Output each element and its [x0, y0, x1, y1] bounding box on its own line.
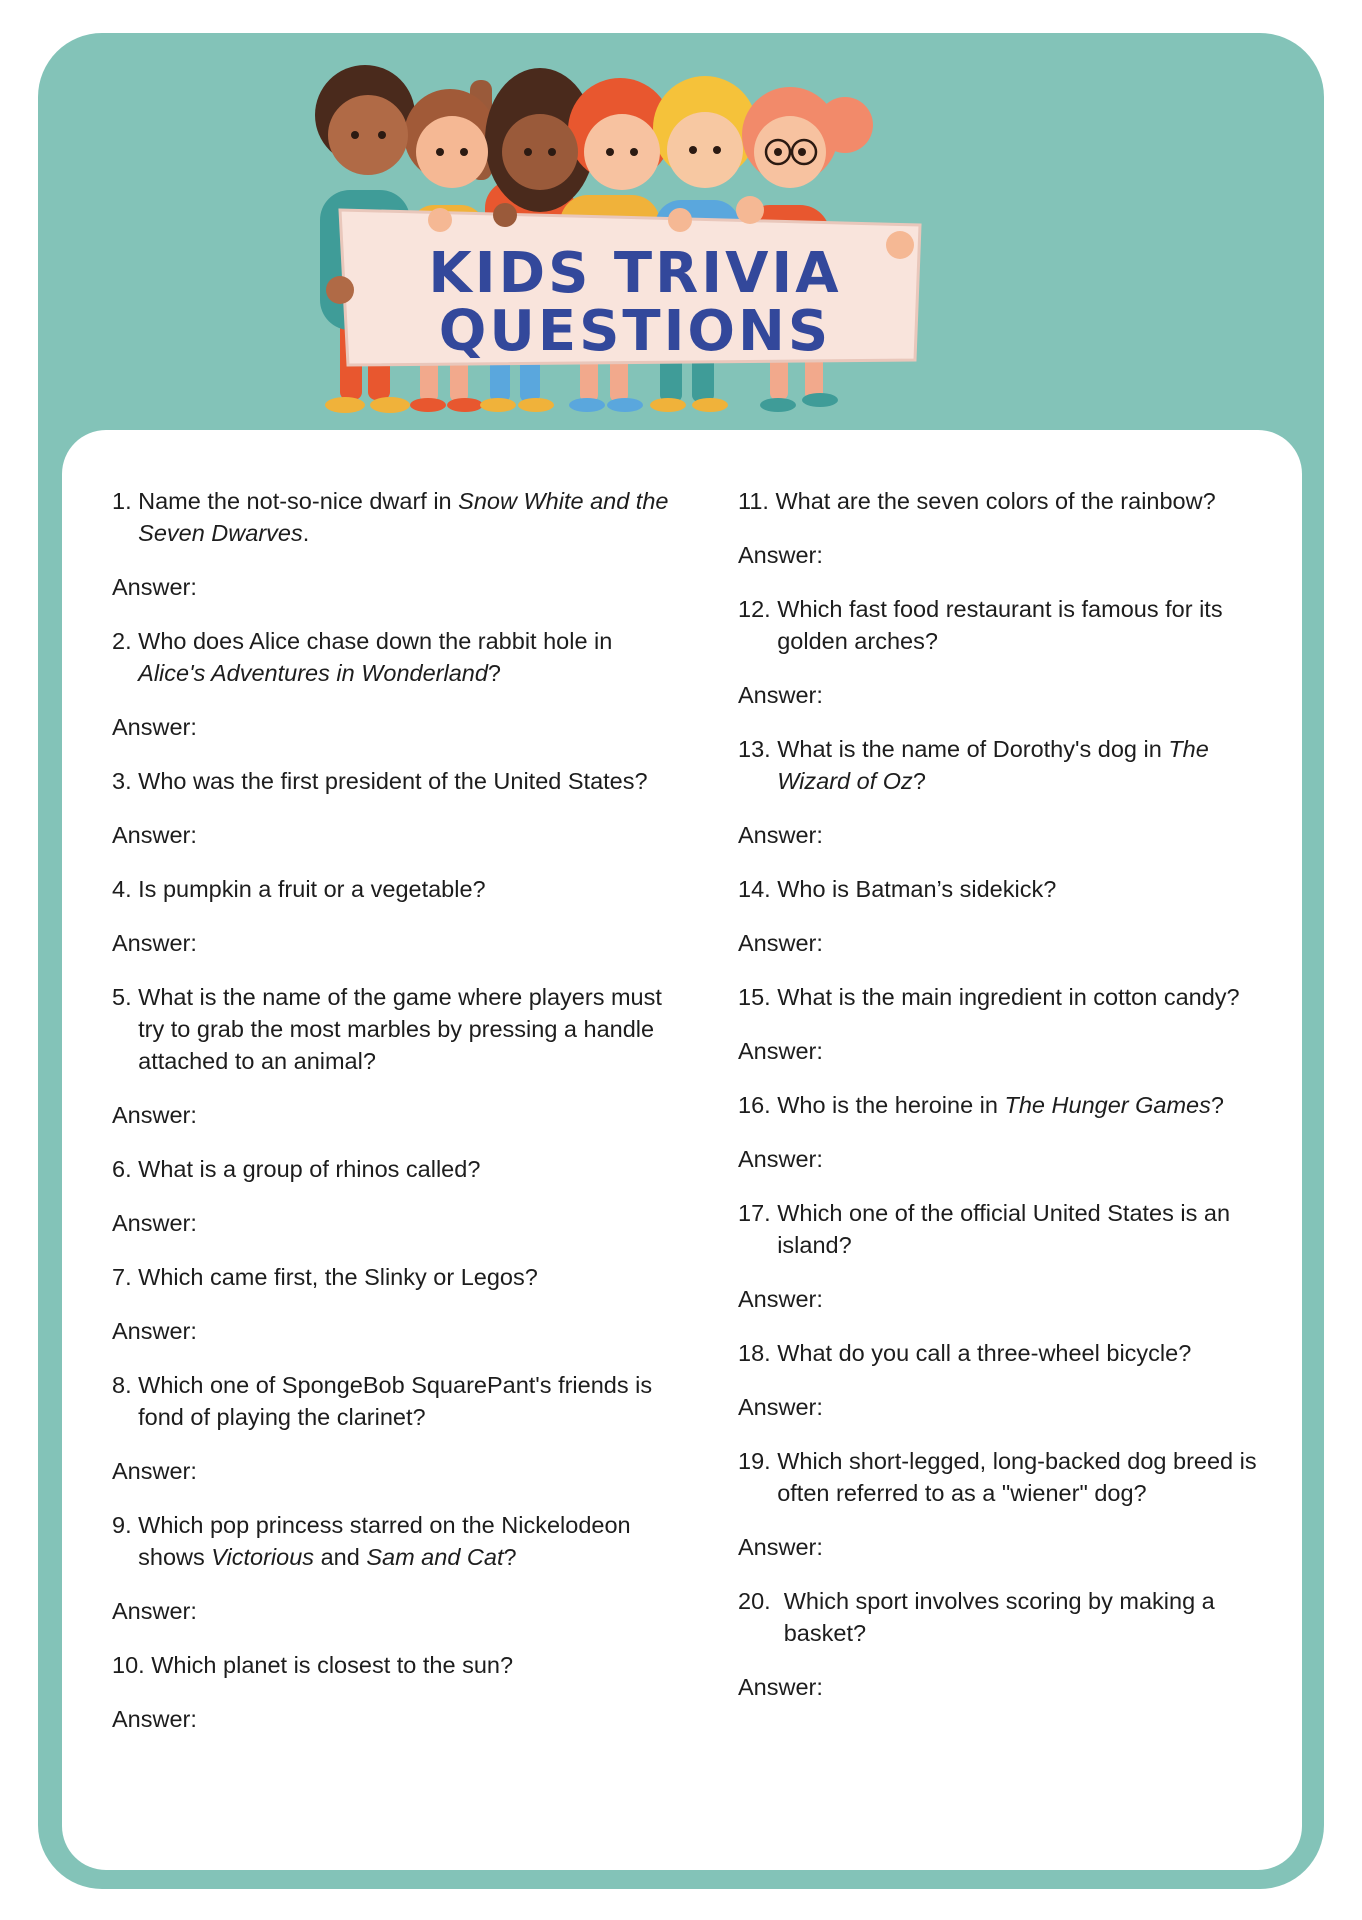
question-item [112, 1261, 672, 1293]
question-text [138, 981, 672, 1077]
question-number: 7. [112, 1264, 139, 1290]
question-number: 20. [738, 1588, 784, 1614]
question-item [738, 1337, 1268, 1369]
question-text-part: Which fast food restaurant is famous for its golden arches? [777, 596, 1223, 654]
question-number: 14. [738, 876, 778, 902]
answer-label: Answer: [112, 1102, 197, 1128]
question-text [777, 733, 1268, 797]
answer-label: Answer: [112, 714, 197, 740]
answer-label: Answer: [112, 1458, 197, 1484]
question-text-part: Which came first, the Slinky or Legos? [138, 1264, 538, 1290]
question-text [777, 1337, 1268, 1369]
title-italic: The Hunger Games [1004, 1092, 1211, 1118]
question-text-part: . [302, 520, 310, 546]
question-number: 18. [738, 1340, 778, 1366]
question-text-part: Who is the heroine in [777, 1092, 1005, 1118]
answer-label: Answer: [738, 1534, 823, 1560]
question-number: 19. [738, 1448, 778, 1474]
question-number: 6. [112, 1156, 139, 1182]
question-text [138, 625, 672, 689]
kids-banner-illustration [300, 60, 1080, 420]
answer-label: Answer: [738, 1674, 823, 1700]
question-text-part: Who does Alice chase down the rabbit hole in [138, 628, 613, 654]
question-text-part: Is pumpkin a fruit or a vegetable? [138, 876, 486, 902]
question-text-part: Which one of SpongeBob SquarePant's friends is fond of playing the clarinet? [138, 1372, 653, 1430]
question-text [775, 485, 1268, 517]
title-italic: Alice's Adventures in Wonderland [138, 660, 488, 686]
question-text [777, 1089, 1268, 1121]
question-number: 4. [112, 876, 139, 902]
question-number: 13. [738, 736, 778, 762]
question-number: 3. [112, 768, 139, 794]
questions-card [62, 430, 1302, 1870]
question-number: 12. [738, 596, 778, 622]
question-item [112, 1369, 672, 1433]
answer-label: Answer: [738, 1146, 823, 1172]
question-text-part: ? [1210, 1092, 1224, 1118]
question-item [738, 873, 1268, 905]
title-italic: Victorious [211, 1544, 315, 1570]
question-text [138, 765, 672, 797]
question-text [138, 1153, 672, 1185]
question-number: 10. [112, 1652, 152, 1678]
answer-label: Answer: [738, 822, 823, 848]
question-text [138, 1261, 672, 1293]
question-text [138, 873, 672, 905]
title-italic: Snow White and the Seven Dwarves [138, 488, 669, 546]
question-text [138, 1509, 672, 1573]
question-item [738, 485, 1268, 517]
answer-label: Answer: [112, 1318, 197, 1344]
question-item [112, 981, 672, 1077]
question-number: 1. [112, 488, 139, 514]
question-text [138, 485, 672, 549]
question-number: 15. [738, 984, 778, 1010]
question-text-part: Name the not-so-nice dwarf in [138, 488, 459, 514]
question-text-part: Who was the first president of the United States? [138, 768, 648, 794]
question-number: 8. [112, 1372, 139, 1398]
question-text-part: Which planet is closest to the sun? [151, 1652, 514, 1678]
question-number: 11. [738, 488, 776, 514]
question-item [738, 733, 1268, 797]
answer-label: Answer: [112, 930, 197, 956]
answer-label: Answer: [112, 1598, 197, 1624]
question-text-part: Which short-legged, long-backed dog breed is often referred to as a "wiener" dog? [777, 1448, 1257, 1506]
question-number: 9. [112, 1512, 139, 1538]
question-text [784, 1585, 1268, 1649]
answer-label: Answer: [738, 930, 823, 956]
question-text-part: Which pop princess starred on the Nickelodeon shows [138, 1512, 631, 1570]
answer-label: Answer: [112, 574, 197, 600]
question-text-part: ? [487, 660, 501, 686]
question-text-part: What is the name of Dorothy's dog in [777, 736, 1169, 762]
question-text [151, 1649, 672, 1681]
answer-label: Answer: [738, 1394, 823, 1420]
title-italic: Sam and Cat [366, 1544, 504, 1570]
question-item [738, 981, 1268, 1013]
question-number: 16. [738, 1092, 778, 1118]
question-text [777, 873, 1268, 905]
title-italic: The Wizard of Oz [777, 736, 1209, 794]
question-text [777, 1445, 1268, 1509]
question-item [112, 485, 672, 549]
question-text-part: What do you call a three-wheel bicycle? [777, 1340, 1192, 1366]
question-text [777, 981, 1268, 1013]
question-number: 17. [738, 1200, 778, 1226]
answer-label: Answer: [738, 682, 823, 708]
questions-column-left [112, 485, 672, 1757]
question-item [112, 1153, 672, 1185]
question-item [112, 625, 672, 689]
question-number: 2. [112, 628, 139, 654]
question-item [738, 1089, 1268, 1121]
question-text-part: and [314, 1544, 367, 1570]
answer-label: Answer: [738, 1286, 823, 1312]
question-text-part: What is the name of the game where players must try to grab the most marbles by pressing a handle attached to an animal? [138, 984, 662, 1074]
answer-label: Answer: [738, 542, 823, 568]
question-item [112, 765, 672, 797]
question-item [738, 1445, 1268, 1509]
question-text [777, 593, 1268, 657]
question-text-part: What are the seven colors of the rainbow? [775, 488, 1216, 514]
question-text-part: What is a group of rhinos called? [138, 1156, 481, 1182]
questions-column-right [738, 485, 1268, 1725]
question-text [777, 1197, 1268, 1261]
answer-label: Answer: [112, 1706, 197, 1732]
question-text [138, 1369, 672, 1433]
question-number: 5. [112, 984, 139, 1010]
question-text-part: ? [912, 768, 926, 794]
page-title-line2: QUESTIONS [438, 299, 832, 364]
question-text-part: Which one of the official United States is an island? [777, 1200, 1231, 1258]
question-item [738, 593, 1268, 657]
question-item [112, 1509, 672, 1573]
answer-label: Answer: [112, 822, 197, 848]
answer-label: Answer: [738, 1038, 823, 1064]
answer-label: Answer: [112, 1210, 197, 1236]
question-text-part: Who is Batman’s sidekick? [777, 876, 1057, 902]
question-text-part: What is the main ingredient in cotton candy? [777, 984, 1240, 1010]
question-item [112, 873, 672, 905]
question-item [738, 1197, 1268, 1261]
question-text-part: Which sport involves scoring by making a basket? [783, 1588, 1215, 1646]
question-item [738, 1585, 1268, 1649]
page-title-line1: KIDS TRIVIA [428, 241, 842, 306]
question-item [112, 1649, 672, 1681]
question-text-part: ? [503, 1544, 517, 1570]
